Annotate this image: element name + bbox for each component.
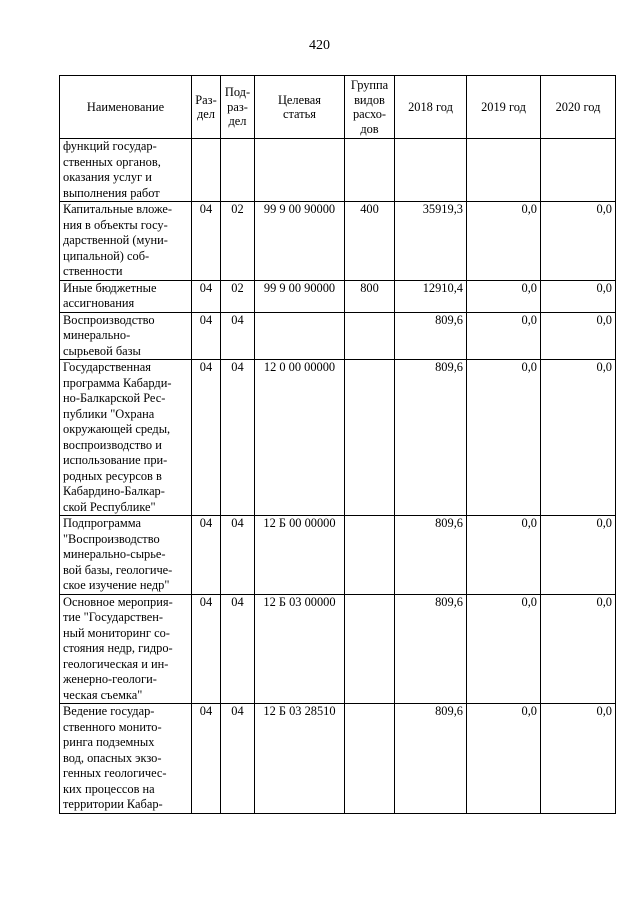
expense-group-cell — [345, 594, 395, 704]
header-podrazdel-line: раз- — [227, 99, 248, 114]
razdel-cell: 04 — [192, 360, 221, 516]
amount-2018-cell: 809,6 — [395, 360, 467, 516]
expense-group-cell — [345, 516, 395, 595]
name-line: Подпрограмма — [63, 516, 141, 530]
podrazdel-cell: 04 — [221, 594, 255, 704]
header-target-line: статья — [282, 107, 316, 121]
name-line: генных геологичес- — [63, 766, 167, 780]
header-podrazdel — [221, 76, 255, 139]
name-line: воспроизводство и — [63, 437, 162, 452]
amount-2020-cell: 0,0 — [541, 516, 616, 595]
target-article-cell — [255, 139, 345, 202]
header-row — [60, 76, 616, 139]
header-podrazdel-line: Под- — [224, 85, 251, 100]
name-line: вод, опасных экзо- — [63, 750, 162, 765]
amount-2019-cell: 0,0 — [467, 594, 541, 704]
name-line: женерно-геологи- — [63, 672, 157, 686]
podrazdel-cell: 02 — [221, 202, 255, 281]
header-razdel-line: Раз- — [195, 92, 217, 107]
amount-2018-cell: 809,6 — [395, 312, 467, 360]
header-group-line: Группа — [350, 78, 389, 92]
table-row — [60, 360, 616, 516]
name-line: минерально-сырье- — [63, 547, 166, 561]
header-2019-label: 2019 год — [481, 99, 526, 114]
name-line: Основное мероприя- — [63, 594, 173, 609]
name-line: минерально- — [63, 328, 131, 342]
name-line: ственных органов, — [63, 154, 161, 169]
header-2018-label: 2018 год — [408, 99, 453, 114]
header-target-line: Целевая — [277, 92, 322, 107]
target-article-cell: 99 9 00 90000 — [255, 202, 345, 281]
expense-group-cell — [345, 704, 395, 814]
name-cell — [60, 594, 192, 704]
name-line: ассигнования — [63, 296, 135, 310]
header-group-line: дов — [360, 121, 379, 136]
name-line: Иные бюджетные — [63, 280, 157, 295]
table-row — [60, 139, 616, 202]
table-body — [60, 139, 616, 814]
podrazdel-cell: 04 — [221, 704, 255, 814]
name-line: ципальной) соб- — [63, 248, 150, 263]
name-line: тие "Государствен- — [63, 610, 163, 624]
amount-2018-cell: 809,6 — [395, 516, 467, 595]
name-line: ской Республике" — [63, 499, 156, 514]
amount-2019-cell: 0,0 — [467, 312, 541, 360]
name-line: Капитальные вложе- — [63, 202, 173, 216]
amount-2019-cell: 0,0 — [467, 704, 541, 814]
name-line: оказания услуг и — [63, 170, 152, 184]
header-razdel — [192, 76, 221, 139]
name-line: Кабардино-Балкар- — [63, 484, 165, 498]
razdel-cell: 04 — [192, 516, 221, 595]
name-line: ственного монито- — [63, 719, 162, 734]
amount-2019-cell: 0,0 — [467, 516, 541, 595]
expense-group-cell — [345, 312, 395, 360]
name-line: вой базы, геологиче- — [63, 562, 173, 577]
table-row — [60, 202, 616, 281]
name-line: Государственная — [63, 360, 151, 374]
name-line: выполнения работ — [63, 185, 160, 200]
header-razdel-line: дел — [197, 107, 215, 121]
page-number: 420 — [309, 38, 330, 53]
target-article-cell: 12 Б 00 00000 — [255, 516, 345, 595]
expense-group-cell: 800 — [345, 280, 395, 312]
expense-group-cell — [345, 139, 395, 202]
name-line: ственности — [63, 264, 123, 278]
expense-group-cell: 400 — [345, 202, 395, 281]
table-row — [60, 516, 616, 595]
podrazdel-cell: 04 — [221, 516, 255, 595]
name-line: геологическая и ин- — [63, 656, 169, 671]
target-article-cell — [255, 312, 345, 360]
target-article-cell: 12 0 00 00000 — [255, 360, 345, 516]
table-row — [60, 312, 616, 360]
name-cell — [60, 360, 192, 516]
name-cell — [60, 139, 192, 202]
amount-2020-cell: 0,0 — [541, 594, 616, 704]
header-group-line: видов — [354, 92, 385, 107]
name-cell — [60, 704, 192, 814]
header-target — [255, 76, 345, 139]
amount-2020-cell: 0,0 — [541, 202, 616, 281]
header-2018 — [395, 76, 467, 139]
amount-2019-cell: 0,0 — [467, 280, 541, 312]
name-line: публики "Охрана — [63, 406, 155, 421]
name-line: функций государ- — [63, 139, 157, 153]
name-line: окружающей среды, — [63, 422, 171, 436]
name-line: родных ресурсов в — [63, 468, 162, 483]
name-cell — [60, 202, 192, 281]
amount-2018-cell: 809,6 — [395, 704, 467, 814]
name-line: но-Балкарской Рес- — [63, 391, 166, 405]
name-line: стояния недр, гидро- — [63, 641, 173, 655]
table-row — [60, 280, 616, 312]
header-group — [345, 76, 395, 139]
name-cell — [60, 516, 192, 595]
podrazdel-cell: 04 — [221, 312, 255, 360]
target-article-cell: 99 9 00 90000 — [255, 280, 345, 312]
budget-table — [59, 75, 616, 814]
razdel-cell — [192, 139, 221, 202]
name-cell — [60, 312, 192, 360]
amount-2019-cell: 0,0 — [467, 360, 541, 516]
podrazdel-cell: 02 — [221, 280, 255, 312]
name-line: программа Кабарди- — [63, 375, 172, 390]
header-group-line: расхо- — [352, 107, 387, 121]
name-line: использование при- — [63, 453, 168, 467]
podrazdel-cell — [221, 139, 255, 202]
name-line: Ведение государ- — [63, 704, 155, 718]
podrazdel-cell: 04 — [221, 360, 255, 516]
razdel-cell: 04 — [192, 280, 221, 312]
razdel-cell: 04 — [192, 594, 221, 704]
name-line: сырьевой базы — [63, 343, 141, 358]
target-article-cell: 12 Б 03 00000 — [255, 594, 345, 704]
amount-2019-cell: 0,0 — [467, 202, 541, 281]
razdel-cell: 04 — [192, 202, 221, 281]
name-line: ния в объекты госу- — [63, 217, 168, 232]
name-line: "Воспроизводство — [63, 531, 160, 546]
name-line: ринга подземных — [63, 735, 155, 749]
amount-2020-cell — [541, 139, 616, 202]
name-line: дарственной (муни- — [63, 233, 168, 247]
header-name-label: Наименование — [86, 99, 165, 114]
name-line: ный мониторинг со- — [63, 625, 170, 640]
amount-2018-cell: 35919,3 — [395, 202, 467, 281]
name-line: ких процессов на — [63, 781, 155, 796]
table-header — [60, 76, 616, 139]
header-2020-label: 2020 год — [555, 99, 601, 114]
amount-2020-cell: 0,0 — [541, 312, 616, 360]
razdel-cell: 04 — [192, 312, 221, 360]
amount-2020-cell: 0,0 — [541, 360, 616, 516]
name-line: территории Кабар- — [63, 797, 163, 811]
amount-2019-cell — [467, 139, 541, 202]
header-podrazdel-line: дел — [228, 114, 247, 129]
name-line: ское изучение недр" — [63, 578, 170, 592]
name-line: Воспроизводство — [63, 312, 155, 327]
table-row — [60, 594, 616, 704]
amount-2018-cell — [395, 139, 467, 202]
name-cell — [60, 280, 192, 312]
amount-2018-cell: 809,6 — [395, 594, 467, 704]
table-row — [60, 704, 616, 814]
amount-2020-cell: 0,0 — [541, 280, 616, 312]
amount-2020-cell: 0,0 — [541, 704, 616, 814]
header-2020 — [541, 76, 616, 139]
amount-2018-cell: 12910,4 — [395, 280, 467, 312]
header-name — [60, 76, 192, 139]
header-2019 — [467, 76, 541, 139]
name-line: ческая съемка" — [63, 687, 143, 702]
target-article-cell: 12 Б 03 28510 — [255, 704, 345, 814]
expense-group-cell — [345, 360, 395, 516]
razdel-cell: 04 — [192, 704, 221, 814]
